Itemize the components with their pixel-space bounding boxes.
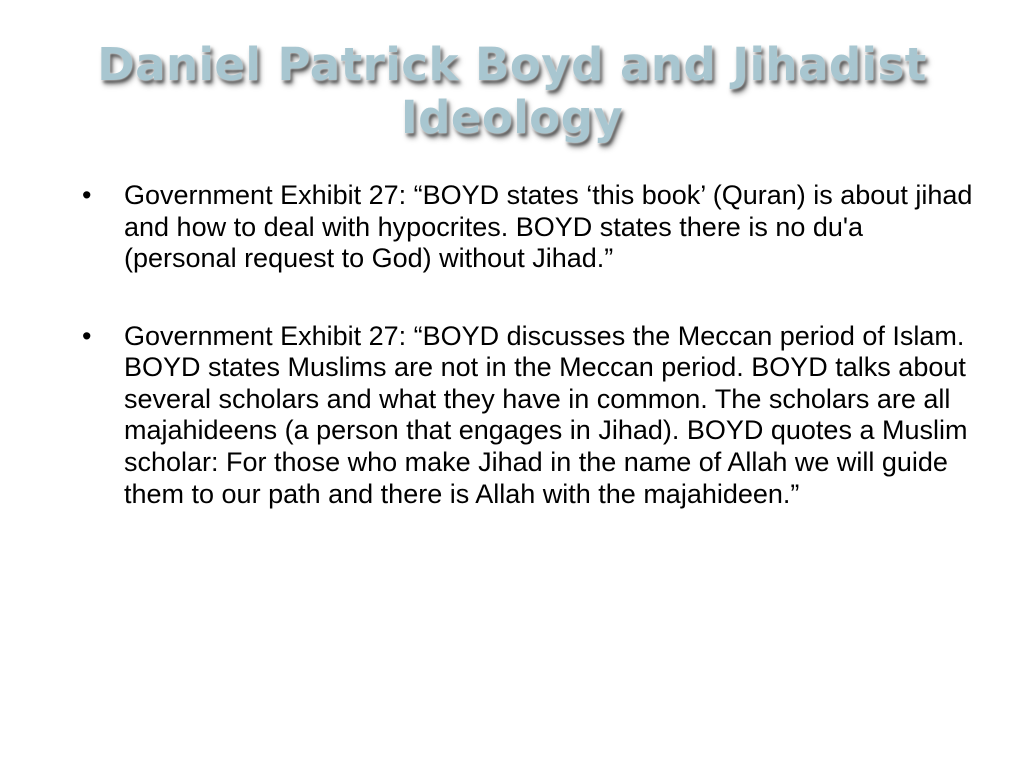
bullet-list: [82, 180, 982, 556]
bullet-item-exhibit-2: [82, 321, 982, 510]
bullet-icon: •: [82, 320, 92, 351]
bullet-text: Government Exhibit 27: “BOYD discusses the Meccan period of Islam. BOYD states Muslims are not in the Meccan period. BOYD talks about several scholars and what they have in common. The scholars are all majahideens (a person that engages in Jihad). BOYD quotes a Muslim scholar: For those who make Jihad in the name of Allah we will guide them to our path and there is Allah with the majahideen.”: [124, 320, 968, 509]
bullet-text: Government Exhibit 27: “BOYD states ‘this book’ (Quran) is about jihad and how to deal with hypocrites. BOYD states there is no du'a (personal request to God) without Jihad.”: [124, 180, 973, 274]
slide-title: Daniel Patrick Boyd and Jihadist Ideology: [97, 38, 927, 145]
bullet-item-exhibit-1: [82, 180, 982, 275]
bullet-icon: •: [82, 180, 92, 210]
